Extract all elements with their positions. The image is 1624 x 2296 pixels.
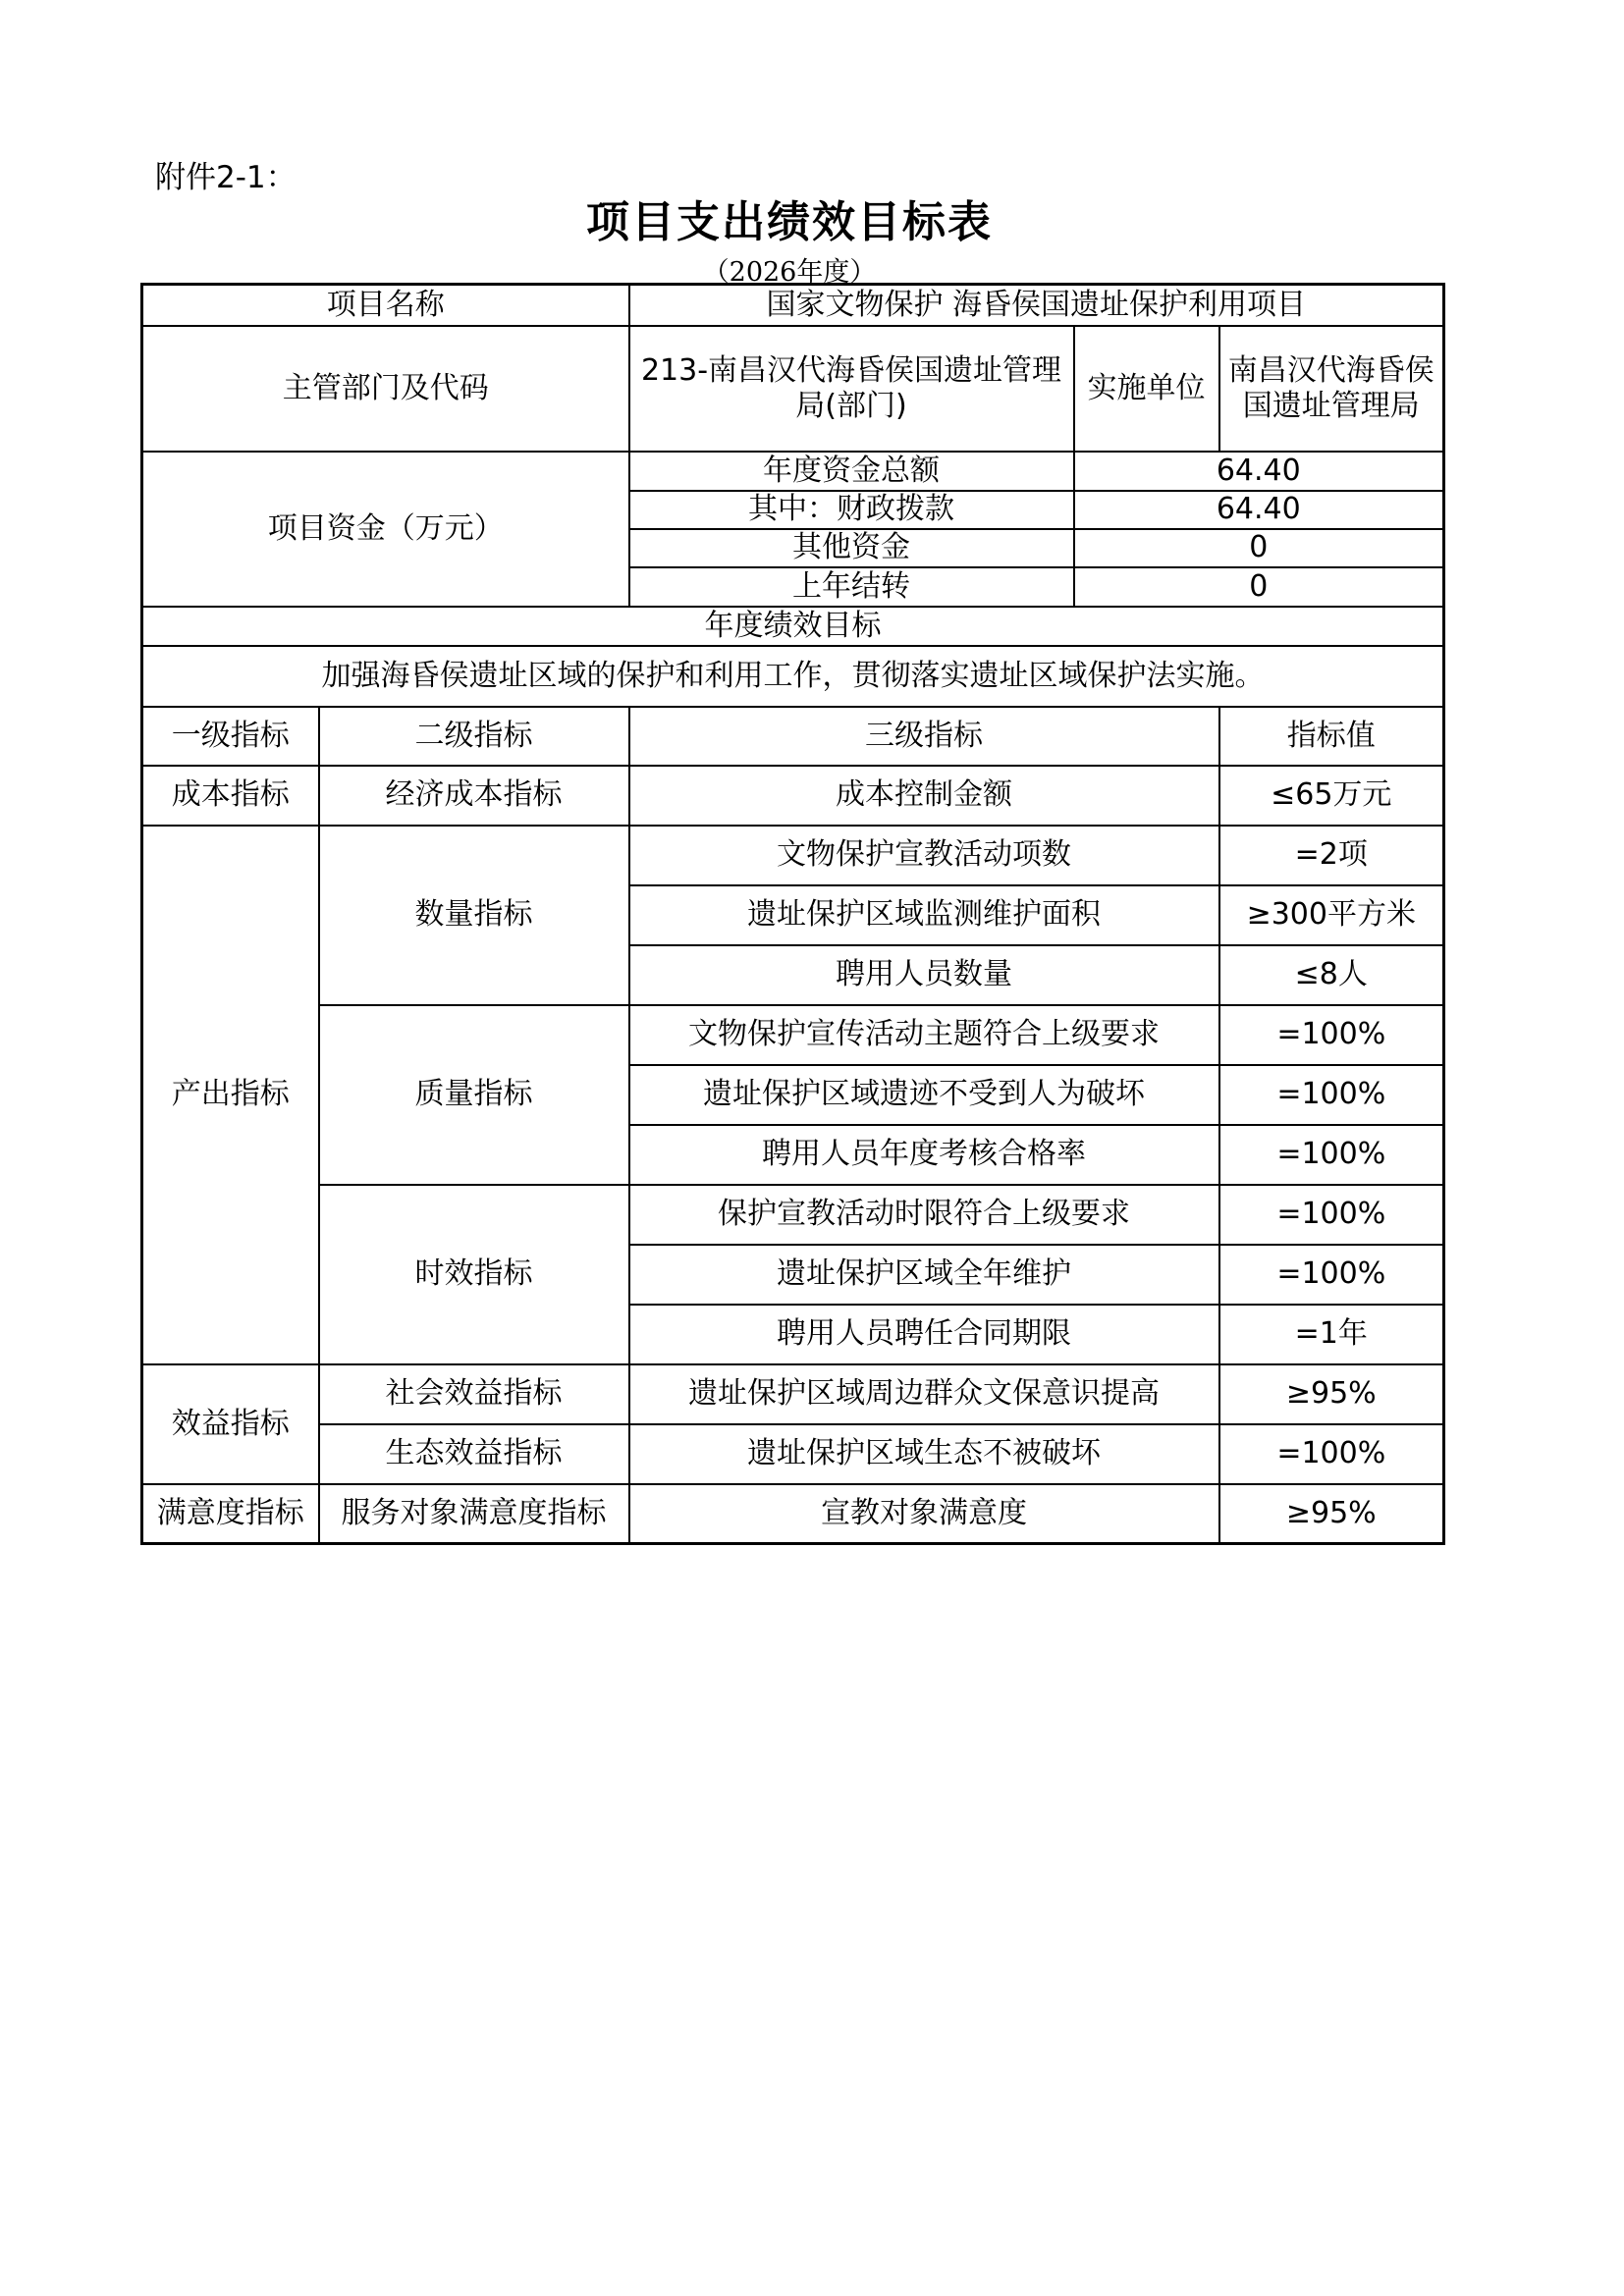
benefit-level1: 效益指标 (142, 1364, 319, 1484)
project-name-value: 国家文物保护 海昏侯国遗址保护利用项目 (629, 285, 1444, 326)
header-value: 指标值 (1219, 707, 1444, 766)
department-label: 主管部门及代码 (142, 326, 629, 452)
funds-item-value: 0 (1074, 567, 1444, 607)
funds-item-label: 其他资金 (629, 529, 1074, 567)
indicator-name: 聘用人员聘任合同期限 (629, 1305, 1219, 1364)
attachment-label: 附件2-1： (155, 160, 297, 195)
indicator-name: 文物保护宣教活动项数 (629, 826, 1219, 885)
header-level1: 一级指标 (142, 707, 319, 766)
indicator-value: =100% (1219, 1424, 1444, 1484)
implementing-unit-value: 南昌汉代海昏侯国遗址管理局 (1219, 326, 1444, 452)
annual-goal-text-row (142, 646, 1444, 707)
funds-label: 项目资金（万元） (142, 452, 629, 607)
ecological-benefit-level2: 生态效益指标 (319, 1424, 629, 1484)
indicator-name: 遗址保护区域生态不被破坏 (629, 1424, 1219, 1484)
cost-level1: 成本指标 (142, 766, 319, 826)
indicator-value: =100% (1219, 1125, 1444, 1185)
indicator-row (142, 1364, 1444, 1424)
annual-goal-text: 加强海昏侯遗址区域的保护和利用工作，贯彻落实遗址区域保护法实施。 (142, 646, 1444, 707)
indicator-value: =100% (1219, 1005, 1444, 1065)
indicator-name: 宣教对象满意度 (629, 1484, 1219, 1544)
header-level2: 二级指标 (319, 707, 629, 766)
indicator-name: 聘用人员数量 (629, 945, 1219, 1005)
annual-goal-label: 年度绩效目标 (142, 607, 1444, 646)
indicator-value: ≤8人 (1219, 945, 1444, 1005)
performance-target-table (140, 283, 1445, 1545)
indicator-value: =2项 (1219, 826, 1444, 885)
indicator-name: 文物保护宣传活动主题符合上级要求 (629, 1005, 1219, 1065)
header-level3: 三级指标 (629, 707, 1219, 766)
indicator-value: ≥300平方米 (1219, 885, 1444, 945)
project-name-label: 项目名称 (142, 285, 629, 326)
fiscal-year: （2026年度） (702, 257, 877, 288)
quantity-level2: 数量指标 (319, 826, 629, 1005)
indicator-name: 保护宣教活动时限符合上级要求 (629, 1185, 1219, 1245)
satisfaction-level1: 满意度指标 (142, 1484, 319, 1544)
funds-item-value: 64.40 (1074, 452, 1444, 491)
page-title: 项目支出绩效目标表 (586, 197, 993, 247)
cost-level2: 经济成本指标 (319, 766, 629, 826)
indicator-row (142, 1185, 1444, 1245)
funds-item-value: 64.40 (1074, 491, 1444, 529)
indicator-name: 聘用人员年度考核合格率 (629, 1125, 1219, 1185)
output-level1: 产出指标 (142, 826, 319, 1364)
quality-level2: 质量指标 (319, 1005, 629, 1185)
project-name-row (142, 285, 1444, 326)
indicator-row (142, 766, 1444, 826)
indicator-row (142, 826, 1444, 885)
funds-item-value: 0 (1074, 529, 1444, 567)
implementing-unit-label: 实施单位 (1074, 326, 1219, 452)
social-benefit-level2: 社会效益指标 (319, 1364, 629, 1424)
indicator-value: ≥95% (1219, 1364, 1444, 1424)
indicator-row (142, 1005, 1444, 1065)
funds-item-label: 年度资金总额 (629, 452, 1074, 491)
indicator-value: =1年 (1219, 1305, 1444, 1364)
indicator-name: 成本控制金额 (629, 766, 1219, 826)
indicator-name: 遗址保护区域监测维护面积 (629, 885, 1219, 945)
indicator-row (142, 1424, 1444, 1484)
satisfaction-level2: 服务对象满意度指标 (319, 1484, 629, 1544)
funds-row (142, 452, 1444, 491)
indicator-header-row (142, 707, 1444, 766)
indicator-name: 遗址保护区域全年维护 (629, 1245, 1219, 1305)
funds-item-label: 上年结转 (629, 567, 1074, 607)
department-row (142, 326, 1444, 452)
timeliness-level2: 时效指标 (319, 1185, 629, 1364)
indicator-name: 遗址保护区域周边群众文保意识提高 (629, 1364, 1219, 1424)
department-value: 213-南昌汉代海昏侯国遗址管理局(部门) (629, 326, 1074, 452)
indicator-value: =100% (1219, 1245, 1444, 1305)
indicator-value: =100% (1219, 1185, 1444, 1245)
funds-item-label: 其中：财政拨款 (629, 491, 1074, 529)
indicator-value: =100% (1219, 1065, 1444, 1125)
annual-goal-header-row (142, 607, 1444, 646)
indicator-row (142, 1484, 1444, 1544)
indicator-value: ≥95% (1219, 1484, 1444, 1544)
indicator-name: 遗址保护区域遗迹不受到人为破坏 (629, 1065, 1219, 1125)
indicator-value: ≤65万元 (1219, 766, 1444, 826)
